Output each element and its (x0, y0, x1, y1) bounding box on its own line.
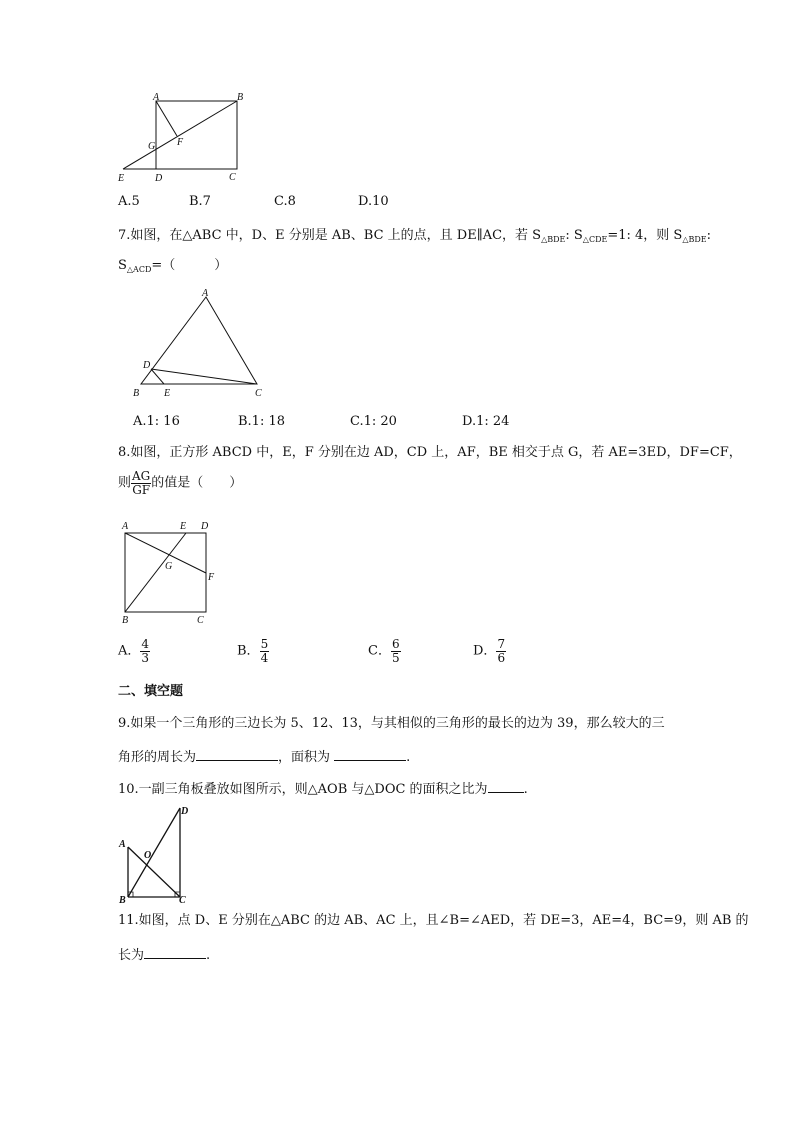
q7-choice-a: A.1: 16 (133, 414, 180, 429)
section-title: 二、填空题 (118, 684, 184, 699)
label-d: D (143, 360, 151, 371)
q7-choice-d: D.1: 24 (462, 414, 510, 429)
label-a: A (122, 521, 129, 532)
label-d: D (181, 806, 189, 817)
label-f: F (208, 572, 215, 583)
q7-line1: 7.如图，在△ABC 中，D、E 分别是 AB、BC 上的点，且 DE∥AC，若 $S_{\triangle BDE}$: $S_{\triangle CDE}=1$: 4，则 $S_{\triangle BDE}$: (118, 228, 712, 244)
label-d: D (155, 173, 163, 184)
q9-line2: 角形的周长为 ，面积为 . (118, 750, 411, 765)
q11-line1: 11.如图，点 D、E 分别在△ABC 的边 AB、AC 上，且∠B=∠AED，若 DE=3，AE=4，BC=9，则 AB 的 (118, 913, 749, 928)
label-b: B (237, 92, 244, 103)
q11-ab-blank[interactable] (144, 946, 206, 959)
label-b: B (133, 388, 140, 399)
q8-line1: 8.如图，正方形 ABCD 中，E，F 分别在边 AD，CD 上，AF，BE 相交于点 G，若 AE=3ED，DF=CF， (118, 445, 742, 460)
q7-choice-c: C.1: 20 (350, 414, 397, 429)
q8-choice-c: C． $\frac{6}{5}$ (368, 637, 400, 665)
q9-line1: 9.如果一个三角形的三边长为 5、12、13，与其相似的三角形的最长的边为 39，那么较大的三 (118, 716, 665, 731)
label-a: A (153, 92, 160, 103)
label-o: O (144, 850, 152, 861)
q6-choice-d: D.10 (358, 194, 389, 209)
label-a: A (202, 288, 209, 299)
label-c: C (229, 172, 236, 183)
q11-line2: 长为 . (118, 948, 211, 963)
q9-perimeter-blank[interactable] (196, 748, 278, 761)
label-e: E (180, 521, 187, 532)
figure-q7 (130, 285, 270, 400)
q6-choice-b: B.7 (189, 194, 211, 209)
label-b: B (122, 615, 129, 626)
q7-line2: $S_{\triangle ACD}=$（ ） (118, 258, 228, 274)
q6-choice-a: A.5 (118, 194, 140, 209)
fraction-ag-gf: $\frac{AG}{GF}$ (132, 469, 151, 497)
label-d: D (201, 521, 209, 532)
q8-choice-b: B． $\frac{5}{4}$ (237, 637, 269, 665)
label-a: A (119, 839, 126, 850)
figure-q10 (115, 800, 200, 905)
q10-ratio-blank[interactable] (488, 780, 524, 793)
label-c: C (179, 895, 186, 906)
figure-q8 (115, 515, 225, 630)
q8-choice-d: D． $\frac{7}{6}$ (473, 637, 506, 665)
label-b: B (119, 895, 126, 906)
label-e: E (164, 388, 171, 399)
label-c: C (255, 388, 262, 399)
label-f: F (177, 137, 184, 148)
q6-choice-c: C.8 (274, 194, 296, 209)
label-g: G (165, 561, 173, 572)
q9-area-blank[interactable] (334, 748, 406, 761)
q7-choice-b: B.1: 18 (238, 414, 286, 429)
q10-line1: 10.一副三角板叠放如图所示，则△AOB 与△DOC 的面积之比为 . (118, 782, 528, 797)
q8-choice-a: A． $\frac{4}{3}$ (118, 637, 150, 665)
label-c: C (197, 615, 204, 626)
label-g: G (148, 141, 156, 152)
label-e: E (118, 173, 125, 184)
figure-q6 (115, 90, 255, 185)
q8-line2: 则 $\frac{AG}{GF}$ 的值是（ ） (118, 469, 243, 497)
